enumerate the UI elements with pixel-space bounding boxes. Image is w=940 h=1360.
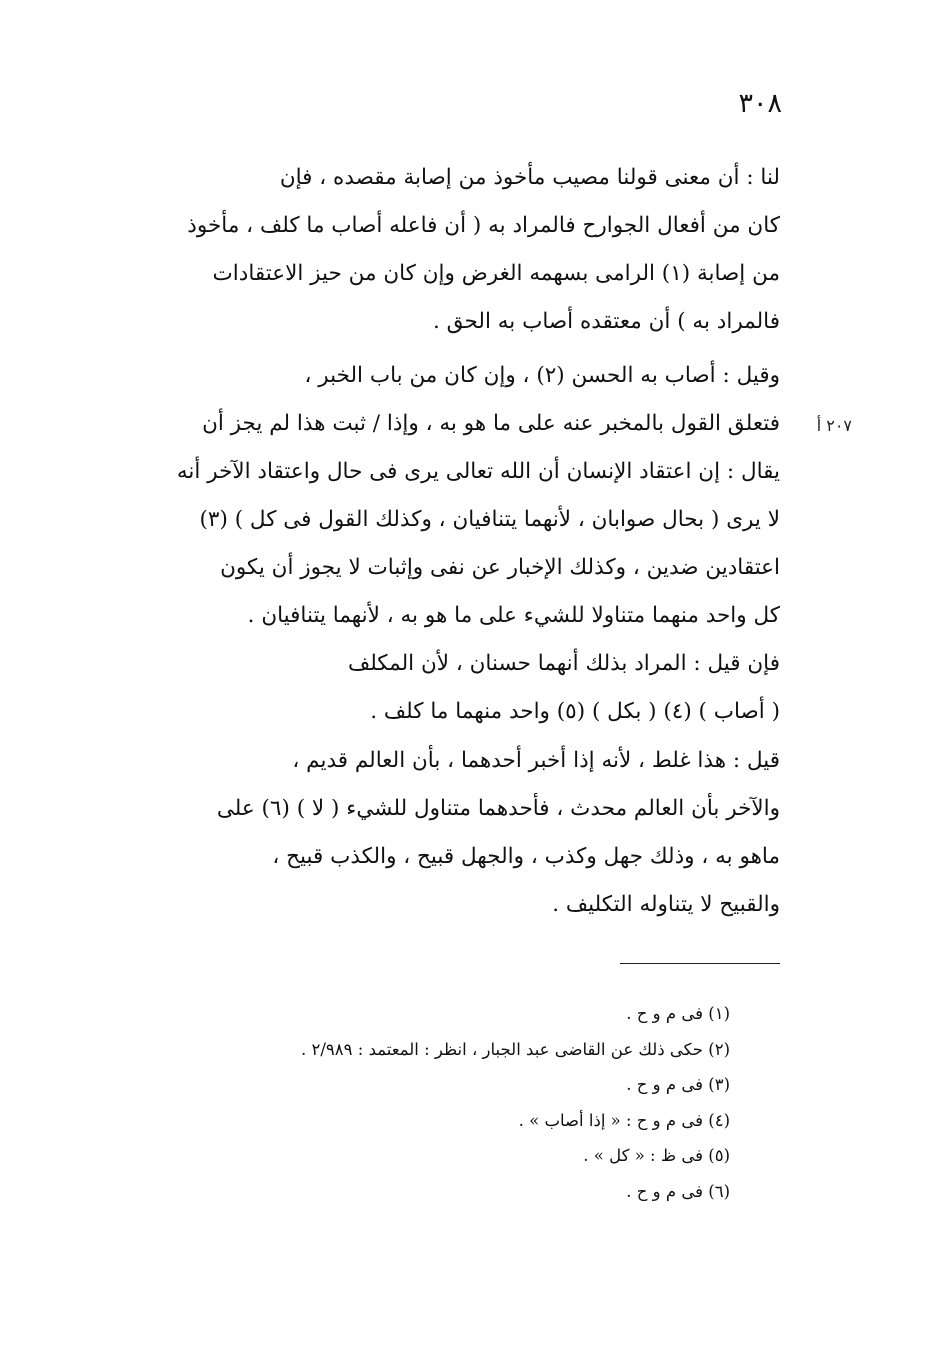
text-line: والقبيح لا يتناوله التكليف . [552,892,780,917]
paragraph-3 [138,640,780,736]
paragraph-4 [138,737,780,929]
footnote-1: (١) فى م و ح . [626,1004,730,1023]
text-line: ( أصاب ) (٤) ( بكل ) (٥) واحد منهما ما كلف . [370,699,780,724]
text-line: من إصابة (١) الرامى بسهمه الغرض وإن كان من حيز الاعتقادات [212,261,780,286]
page-number: ٣٠٨ [738,88,782,119]
footnote-2: (٢) حكى ذلك عن القاضى عبد الجبار ، انظر : المعتمد : ٢/٩٨٩ . [301,1039,730,1059]
footnotes [150,996,730,1209]
text-line: كل واحد منهما متناولا للشيء على ما هو به ، لأنهما يتنافيان . [247,603,780,628]
text-line: ماهو به ، وذلك جهل وكذب ، والجهل قبيح ، والكذب قبيح ، [272,844,780,869]
text-line: كان من أفعال الجوارح فالمراد به ( أن فاعله أصاب ما كلف ، مأخوذ [187,213,780,238]
paragraph-2 [138,352,780,640]
manuscript-folio-marker: ٢٠٧ أ [816,416,852,435]
footnote-5: (٥) فى ظ : « كل » . [583,1146,730,1165]
paragraph-1 [138,154,780,346]
text-line: اعتقادين ضدين ، وكذلك الإخبار عن نفى وإثبات لا يجوز أن يكون [220,555,780,580]
footnote-3: (٣) فى م و ح . [626,1075,730,1094]
text-line: لنا : أن معنى قولنا مصيب مأخوذ من إصابة مقصده ، فإن [279,165,780,190]
text-line: لا يرى ( بحال صوابان ، لأنهما يتنافيان ، وكذلك القول فى كل ) (٣) [199,507,780,532]
footnote-6: (٦) فى م و ح . [626,1181,730,1201]
footnote-4: (٤) فى م و ح : « إذا أصاب » . [518,1110,730,1130]
text-line: فإن قيل : المراد بذلك أنهما حسنان ، لأن المكلف [347,651,780,676]
text-line: والآخر بأن العالم محدث ، فأحدهما متناول للشيء ( لا ) (٦) على [216,796,780,821]
text-line: وقيل : أصاب به الحسن (٢) ، وإن كان من باب الخبر ، [304,363,780,388]
text-line: قيل : هذا غلط ، لأنه إذا أخبر أحدهما ، بأن العالم قديم ، [292,748,780,773]
text-line: فتعلق القول بالمخبر عنه على ما هو به ، وإذا / ثبت هذا لم يجز أن [202,411,780,436]
text-line: يقال : إن اعتقاد الإنسان أن الله تعالى يرى فى حال واعتقاد الآخر أنه [176,459,780,484]
text-line: فالمراد به ) أن معتقده أصاب به الحق . [432,309,780,334]
footnote-divider [620,963,780,964]
